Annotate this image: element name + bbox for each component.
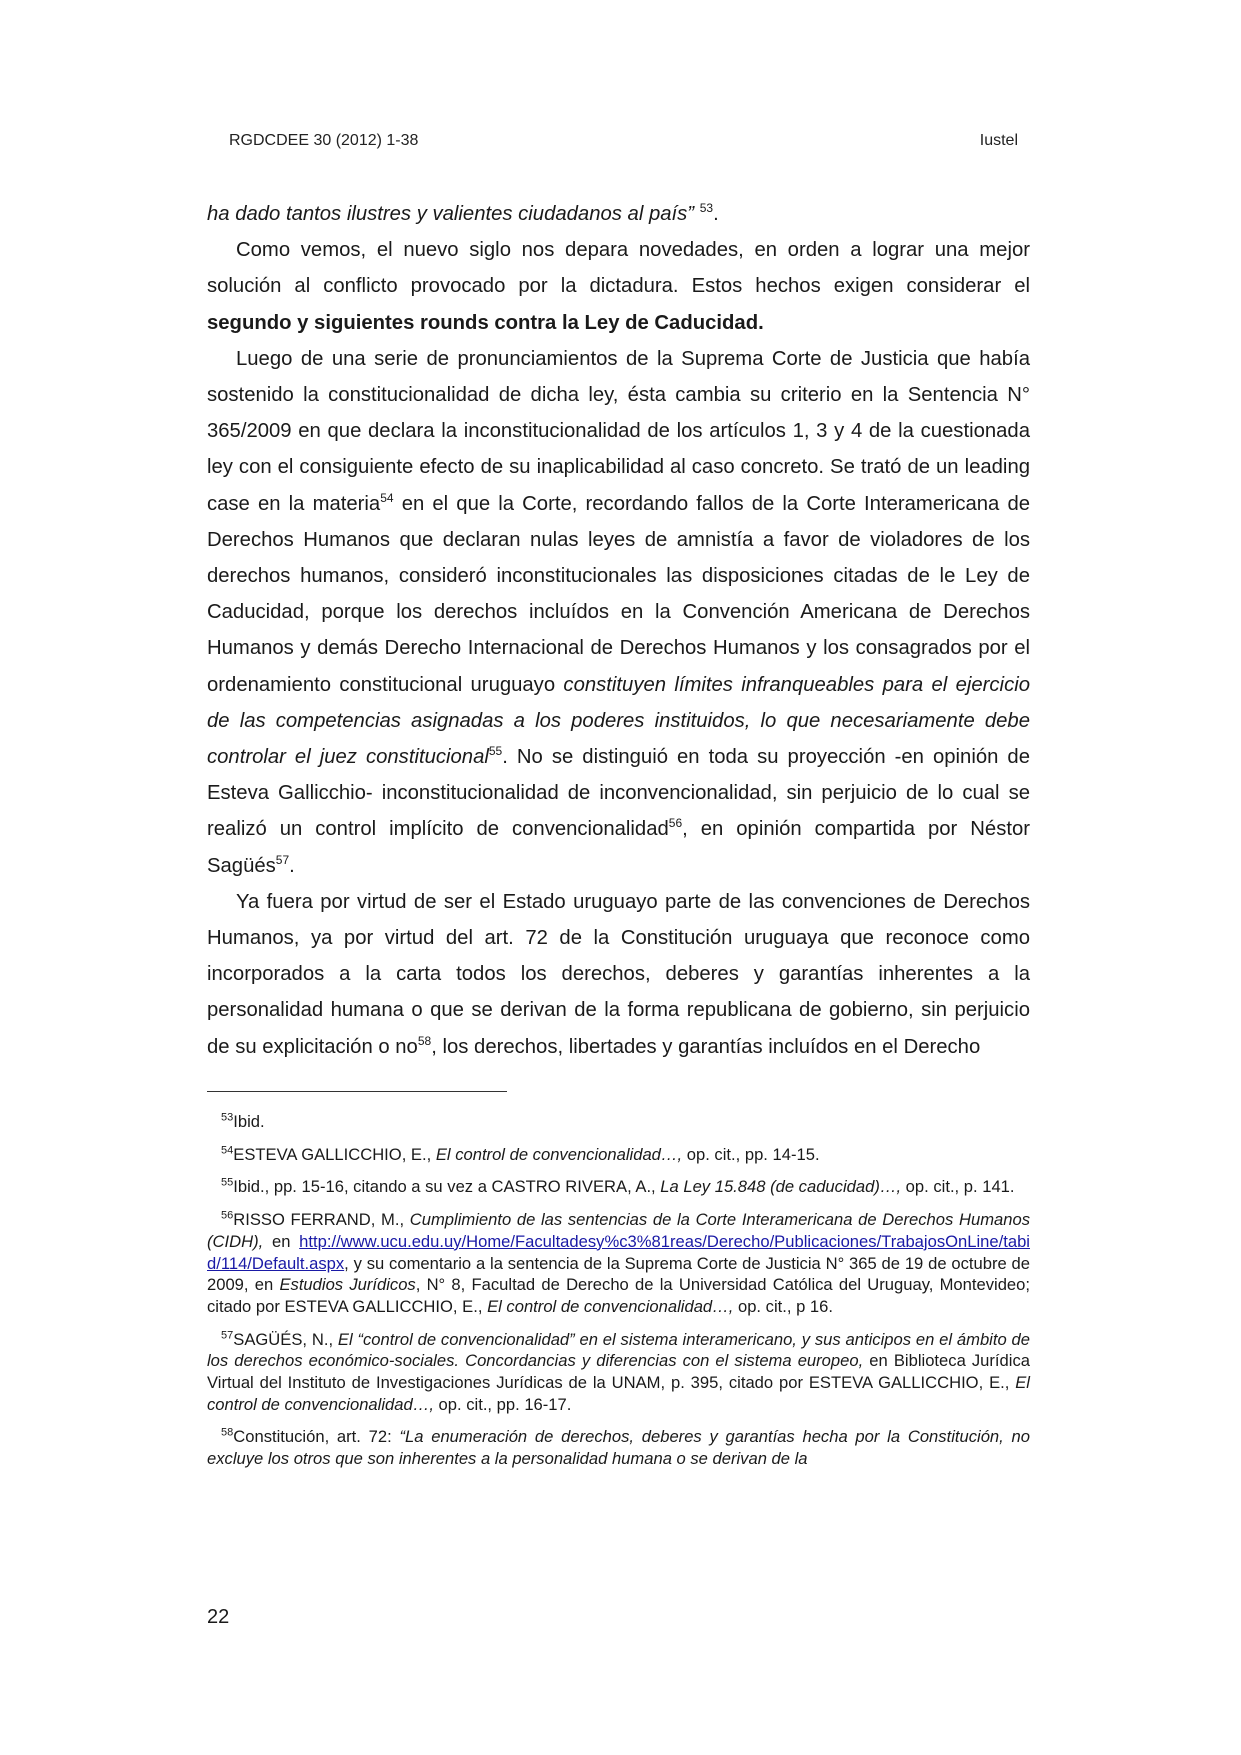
paragraph-3: Luego de una serie de pronunciamientos de la Suprema Corte de Justicia que había sostenido la constitucionalidad de dicha ley, ésta cambia su criterio en la Sentencia N° 365/2009 en que declara la inconstitucionalidad de los artículos 1, 3 y 4 de la cuestionada ley con el consiguiente efecto de su inaplicabilidad al caso concreto. Se trató de un leading case en la materia$^{54}$ en el que la Corte, recordando fallos de la Corte Interamericana de Derechos Humanos que declaran nulas leyes de amnistía a favor de violadores de los derechos humanos, consideró inconstitucionales las disposiciones citadas de le Ley de Caducidad, porque los derechos incluídos en la Convención Americana de Derechos Humanos y demás Derecho Internacional de Derechos Humanos y los consagrados por el ordenamiento constitucional uruguayo constituyen límites infranqueables para el ejercicio de las competencias asignadas a los poderes instituidos, lo que necesariamente debe controlar el juez constitucional$^{55}$. No se distinguió en toda su proyección -en opinión de Esteva Gallicchio- inconstitucionalidad de inconvencionalidad, sin perjuicio de lo cual se realizó un control implícito de convencionalidad$^{56}$, en opinión compartida por Néstor Sagüés$^{57}$.: [207, 347, 1031, 877]
footnote-ref-53[interactable]: 53: [699, 201, 714, 216]
footnote-ref-57[interactable]: 57: [275, 852, 290, 867]
italic-phrase: constituyen límites infranqueables para el ejercicio de las competencias asignadas a los poderes instituidos, lo que necesariamente debe controlar el juez constitucional: [207, 673, 1030, 769]
footnote-55: $^{55}$Ibid., pp. 15-16, citando a su vez a CASTRO RIVERA, A., La Ley 15.848 (de caducidad)…, op. cit., p. 141.: [221, 1176, 1015, 1197]
quote-italic: ha dado tantos ilustres y valientes ciudadanos al país”: [207, 203, 695, 225]
footnote-57: $^{57}$SAGÜÉS, N., El “control de convencionalidad” en el sistema interamericano, y sus anticipos en el ámbito de los derechos económico-sociales. Concordancias y diferencias con el sistema europeo, en Biblioteca Jurídica Virtual del Instituto de Investigaciones Jurídicas de la UNAM, p. 395, citado por ESTEVA GALLICCHIO, E., El control de convencionalidad…, op. cit., pp. 16-17.: [207, 1329, 1030, 1414]
running-header: [229, 132, 1018, 154]
journal-citation: RGDCDEE 30 (2012) 1-38: [229, 132, 419, 149]
footnote-separator: [207, 1091, 507, 1092]
paragraph-2: Como vemos, el nuevo siglo nos depara novedades, en orden a lograr una mejor solución al conflicto provocado por la dictadura. Estos hechos exigen considerar el segundo y siguientes rounds contra la Ley de Caducidad.: [207, 239, 1030, 334]
body-text: [207, 196, 1030, 1065]
footnote-ref-58[interactable]: 58: [417, 1033, 432, 1048]
footnote-ref-54[interactable]: 54: [380, 490, 394, 505]
footnote-ref-56[interactable]: 56: [668, 816, 683, 831]
footnote-58: $^{58}$Constitución, art. 72: “La enumeración de derechos, deberes y garantías hecha por la Constitución, no excluye los otros que son inherentes a la personalidad humana o se derivan de la: [207, 1426, 1030, 1469]
paragraph-4: Ya fuera por virtud de ser el Estado uruguayo parte de las convenciones de Derechos Humanos, ya por virtud del art. 72 de la Constitución uruguaya que reconoce como incorporados a la carta todos los derechos, deberes y garantías inherentes a la personalidad humana o que se derivan de la forma republicana de gobierno, sin perjuicio de su explicitación o $no^{58}$, los derechos, libertades y garantías incluídos en el Derecho: [207, 890, 1030, 1058]
footnote-link[interactable]: http://www.ucu.edu.uy/Home/Facultadesy%c3%81reas/Derecho/Publicaciones/TrabajosOnLine/tabid/114/Default.aspx: [207, 1231, 1030, 1273]
footnotes: [207, 1111, 1030, 1481]
page-number: 22: [207, 1606, 230, 1628]
paragraph-1: ha dado tantos ilustres y valientes ciudadanos al país” $^{53}$.: [207, 201, 719, 225]
footnote-56: $^{56}$RISSO FERRAND, M., Cumplimiento de las sentencias de la Corte Interamericana de Derechos Humanos (CIDH), en http://www.ucu.edu.uy/Home/Facultadesy%c3%81reas/Derecho/Publicaciones/TrabajosOnLine/tabid/114/Default.aspx, y su comentario a la sentencia de la Suprema Corte de Justicia N° 365 de 19 de octubre de 2009, en Estudios Jurídicos, N° 8, Facultad de Derecho de la Universidad Católica del Uruguay, Montevideo; citado por ESTEVA GALLICCHIO, E., El control de convencionalidad…, op. cit., p 16.: [207, 1209, 1030, 1316]
footnote-53: $^{53}$Ibid.: [221, 1111, 265, 1131]
footnote-ref-55[interactable]: 55: [488, 744, 503, 759]
bold-phrase: segundo y siguientes rounds contra la Ley de Caducidad.: [207, 311, 764, 334]
footnote-54: $^{54}$ESTEVA GALLICCHIO, E., El control de convencionalidad…, op. cit., pp. 14-15.: [221, 1144, 820, 1164]
publisher-name: Iustel: [979, 132, 1018, 149]
